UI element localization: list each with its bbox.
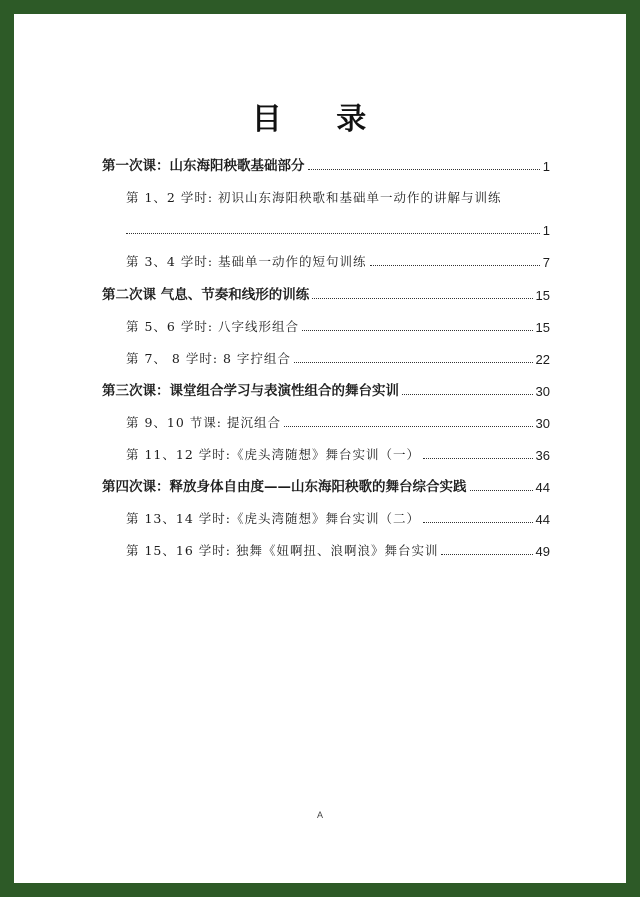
toc-leader-dots (308, 169, 540, 170)
page-footer-label: A (316, 810, 323, 820)
toc-entry-page: 15 (535, 288, 550, 303)
toc-entry (126, 311, 550, 335)
toc-entry-label: 第 5、6 学时: 八字线形组合 (126, 319, 300, 334)
toc-entry (126, 439, 550, 463)
toc-leader-dots (441, 554, 532, 555)
toc-entry-page: 22 (535, 352, 550, 367)
toc-entry-page: 7 (542, 255, 550, 270)
toc-entry-label: 第 3、4 学时: 基础单一动作的短句训练 (126, 254, 367, 269)
toc-entry (126, 407, 550, 431)
toc-leader-dots (423, 522, 533, 523)
toc-entry-label: 第三次课：课堂组合学习与表演性组合的舞台实训 (102, 383, 399, 399)
toc-leader-dots (312, 298, 532, 299)
toc-entry-label: 第二次课 气息、节奏和线形的训练 (102, 287, 310, 303)
toc-entry-page: 15 (535, 320, 550, 335)
toc-entry (126, 182, 550, 206)
toc-entry-label: 第 1、2 学时: 初识山东海阳秧歌和基础单一动作的讲解与训练 (126, 190, 502, 205)
toc-entry-page: 30 (535, 416, 550, 431)
toc-leader-dots (402, 394, 533, 395)
toc-entry-page: 44 (535, 480, 550, 495)
toc-title: 目 录 (251, 102, 389, 137)
document-page (14, 14, 626, 883)
toc-entry (126, 343, 550, 367)
toc-entry (102, 150, 550, 174)
toc-entry-label: 第 7、 8 学时: 8 字拧组合 (126, 351, 291, 366)
toc-entry-label: 第 11、12 学时:《虎头湾随想》舞台实训（一） (126, 447, 420, 462)
toc-entry (126, 503, 550, 527)
toc-entry (102, 471, 550, 495)
toc-entry-page: 30 (535, 384, 550, 399)
toc-entry-label: 第 9、10 节课: 提沉组合 (126, 415, 281, 430)
toc-entry-label: 第 13、14 学时:《虎头湾随想》舞台实训（二） (126, 511, 420, 526)
toc-entry-page: 44 (535, 512, 550, 527)
toc-entry (102, 375, 550, 399)
toc-entry-page: 36 (535, 448, 550, 463)
toc-entry-label: 第 15、16 学时: 独舞《妞啊扭、浪啊浪》舞台实训 (126, 543, 439, 558)
toc-leader-dots (126, 233, 540, 234)
toc-entry (126, 535, 550, 559)
toc-entry-page: 1 (542, 223, 550, 238)
toc-entry (102, 279, 550, 303)
toc-entry-label: 第四次课：释放身体自由度——山东海阳秧歌的舞台综合实践 (102, 479, 467, 495)
toc-leader-dots (294, 362, 533, 363)
toc-entry-page: 49 (535, 544, 550, 559)
toc-leader-dots (284, 426, 533, 427)
toc-entry-page: 1 (542, 159, 550, 174)
toc-leader-dots (370, 265, 540, 266)
toc-leader-dots (302, 330, 532, 331)
toc-leader-dots (470, 490, 533, 491)
toc-entry (126, 246, 550, 270)
toc-entry-continuation (126, 214, 550, 238)
toc-leader-dots (423, 458, 533, 459)
toc-entry-label: 第一次课：山东海阳秧歌基础部分 (102, 158, 305, 174)
